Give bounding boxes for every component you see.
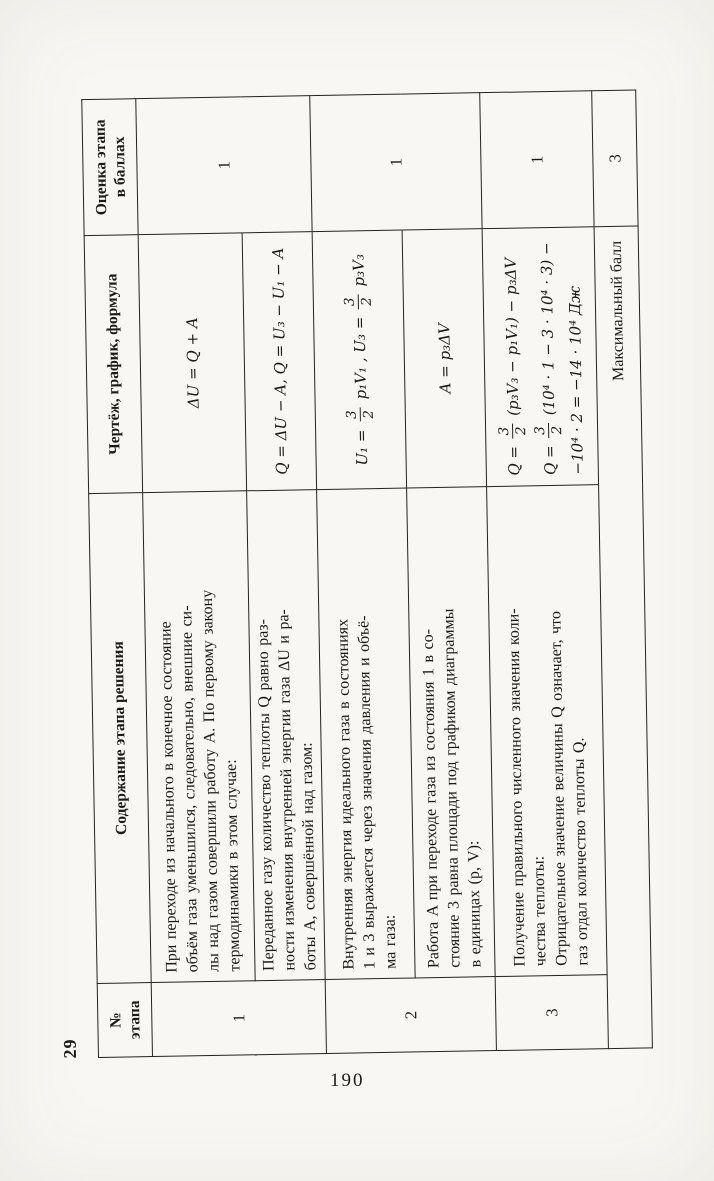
fraction-denominator: 2 <box>360 409 377 419</box>
fraction-three-halves <box>343 294 375 309</box>
fraction-three-halves <box>497 423 529 438</box>
solution-rubric-table <box>81 89 653 1058</box>
formula-internal-energy-u3-rhs: p₃V₃ <box>349 253 368 292</box>
table-row-step-5 <box>480 91 609 1051</box>
rotated-content-area <box>59 91 646 1059</box>
header-stage-number: № этапа <box>97 983 152 1058</box>
stage-1-number-cell: 1 <box>151 980 326 1057</box>
formula-first-law: ΔU = Q + A <box>182 317 203 409</box>
stage-3-number-cell: 3 <box>495 975 608 1051</box>
step-2-formula-cell <box>242 232 316 491</box>
fraction-numerator: 3 <box>343 294 359 309</box>
formula-q-num-rhs: (10⁴ · 1 − 3 · 10⁴ · 3) − <box>536 242 558 421</box>
formula-q-rhs: (p₃V₃ − p₁V₁) − p₃ΔV <box>501 257 523 421</box>
table-row-step-1 <box>136 97 257 1057</box>
step-4-content-cell: Работа A при переходе газа из состояния 1 в со- стояние 3 равна площади под графиком диаграммы в единицах (p, V): <box>407 487 496 978</box>
stage-2-number-cell: 2 <box>325 977 496 1054</box>
header-drawing-formula: Чертёж, график, формула <box>84 235 142 494</box>
fraction-three-halves <box>345 407 377 422</box>
step-1-formula-cell <box>138 233 246 493</box>
fraction-denominator: 2 <box>548 425 565 435</box>
header-score: Оценка этапа в баллах <box>82 99 138 236</box>
max-score-label: Максимальный балл <box>594 226 652 1049</box>
fraction-numerator: 3 <box>532 423 548 438</box>
step-5-formula-cell <box>482 227 598 487</box>
page-number: 190 <box>330 1070 365 1091</box>
max-score-value: 3 <box>592 90 638 227</box>
formula-q-lhs: Q = <box>504 441 524 476</box>
formula-internal-energy-u3-lhs: U₃ = <box>350 311 370 358</box>
stage-1-score-cell: 1 <box>136 96 312 235</box>
fraction-numerator: 3 <box>497 424 513 439</box>
step-1-content-cell: При переходе из начального в конечное состояние объём газа уменьшился, следовательно, внешние си- лы над газом совершили работу A. По первому закону термодинамики в этом случае: <box>143 491 256 983</box>
step-3-content-cell: Внутренняя энергия идеального газа в состояниях 1 и 3 выражается через значения давления и объё- ма газа: <box>317 488 416 979</box>
fraction-denominator: 2 <box>358 297 375 306</box>
fraction-three-halves <box>532 423 564 438</box>
formula-q-num-lhs: Q = <box>540 440 559 476</box>
step-2-content-cell: Переданное газу количество теплоты Q равно раз- ности изменения внутренней энергии газа ΔU и ра- боты A, совершённой над газом: <box>247 490 326 981</box>
step-3-formula-cell <box>312 230 406 490</box>
formula-internal-energy-u1-lhs: U₁ = <box>352 424 371 466</box>
stage-2-score-cell: 1 <box>310 93 482 232</box>
formula-work: A = p₃ΔV <box>434 323 454 394</box>
formula-heat-difference: Q = ΔU − A, Q = U₃ − U₁ − A <box>268 247 291 475</box>
fraction-denominator: 2 <box>513 426 530 436</box>
table-row-step-3 <box>310 94 417 1053</box>
formula-internal-energy-u1-rhs: p₁V₁ , <box>351 357 370 405</box>
fraction-numerator: 3 <box>345 407 361 422</box>
header-step-content: Содержание этапа решения <box>89 493 152 984</box>
step-5-content-cell: Получение правильного численного значения коли- чества теплоты: Отрицательное значение величины Q означает, что газ отдал количество теплоты Q. <box>487 485 608 977</box>
problem-number-label: 29 <box>59 1038 81 1059</box>
stage-3-score-cell: 1 <box>480 91 594 229</box>
formula-heat-symbolic <box>494 230 530 476</box>
formula-heat-result <box>564 229 586 474</box>
step-4-formula-cell <box>402 229 486 488</box>
formula-result-value: −10⁴ · 2 = −14 · 10⁴ Дж <box>565 285 587 475</box>
formula-heat-numeric <box>529 230 565 476</box>
